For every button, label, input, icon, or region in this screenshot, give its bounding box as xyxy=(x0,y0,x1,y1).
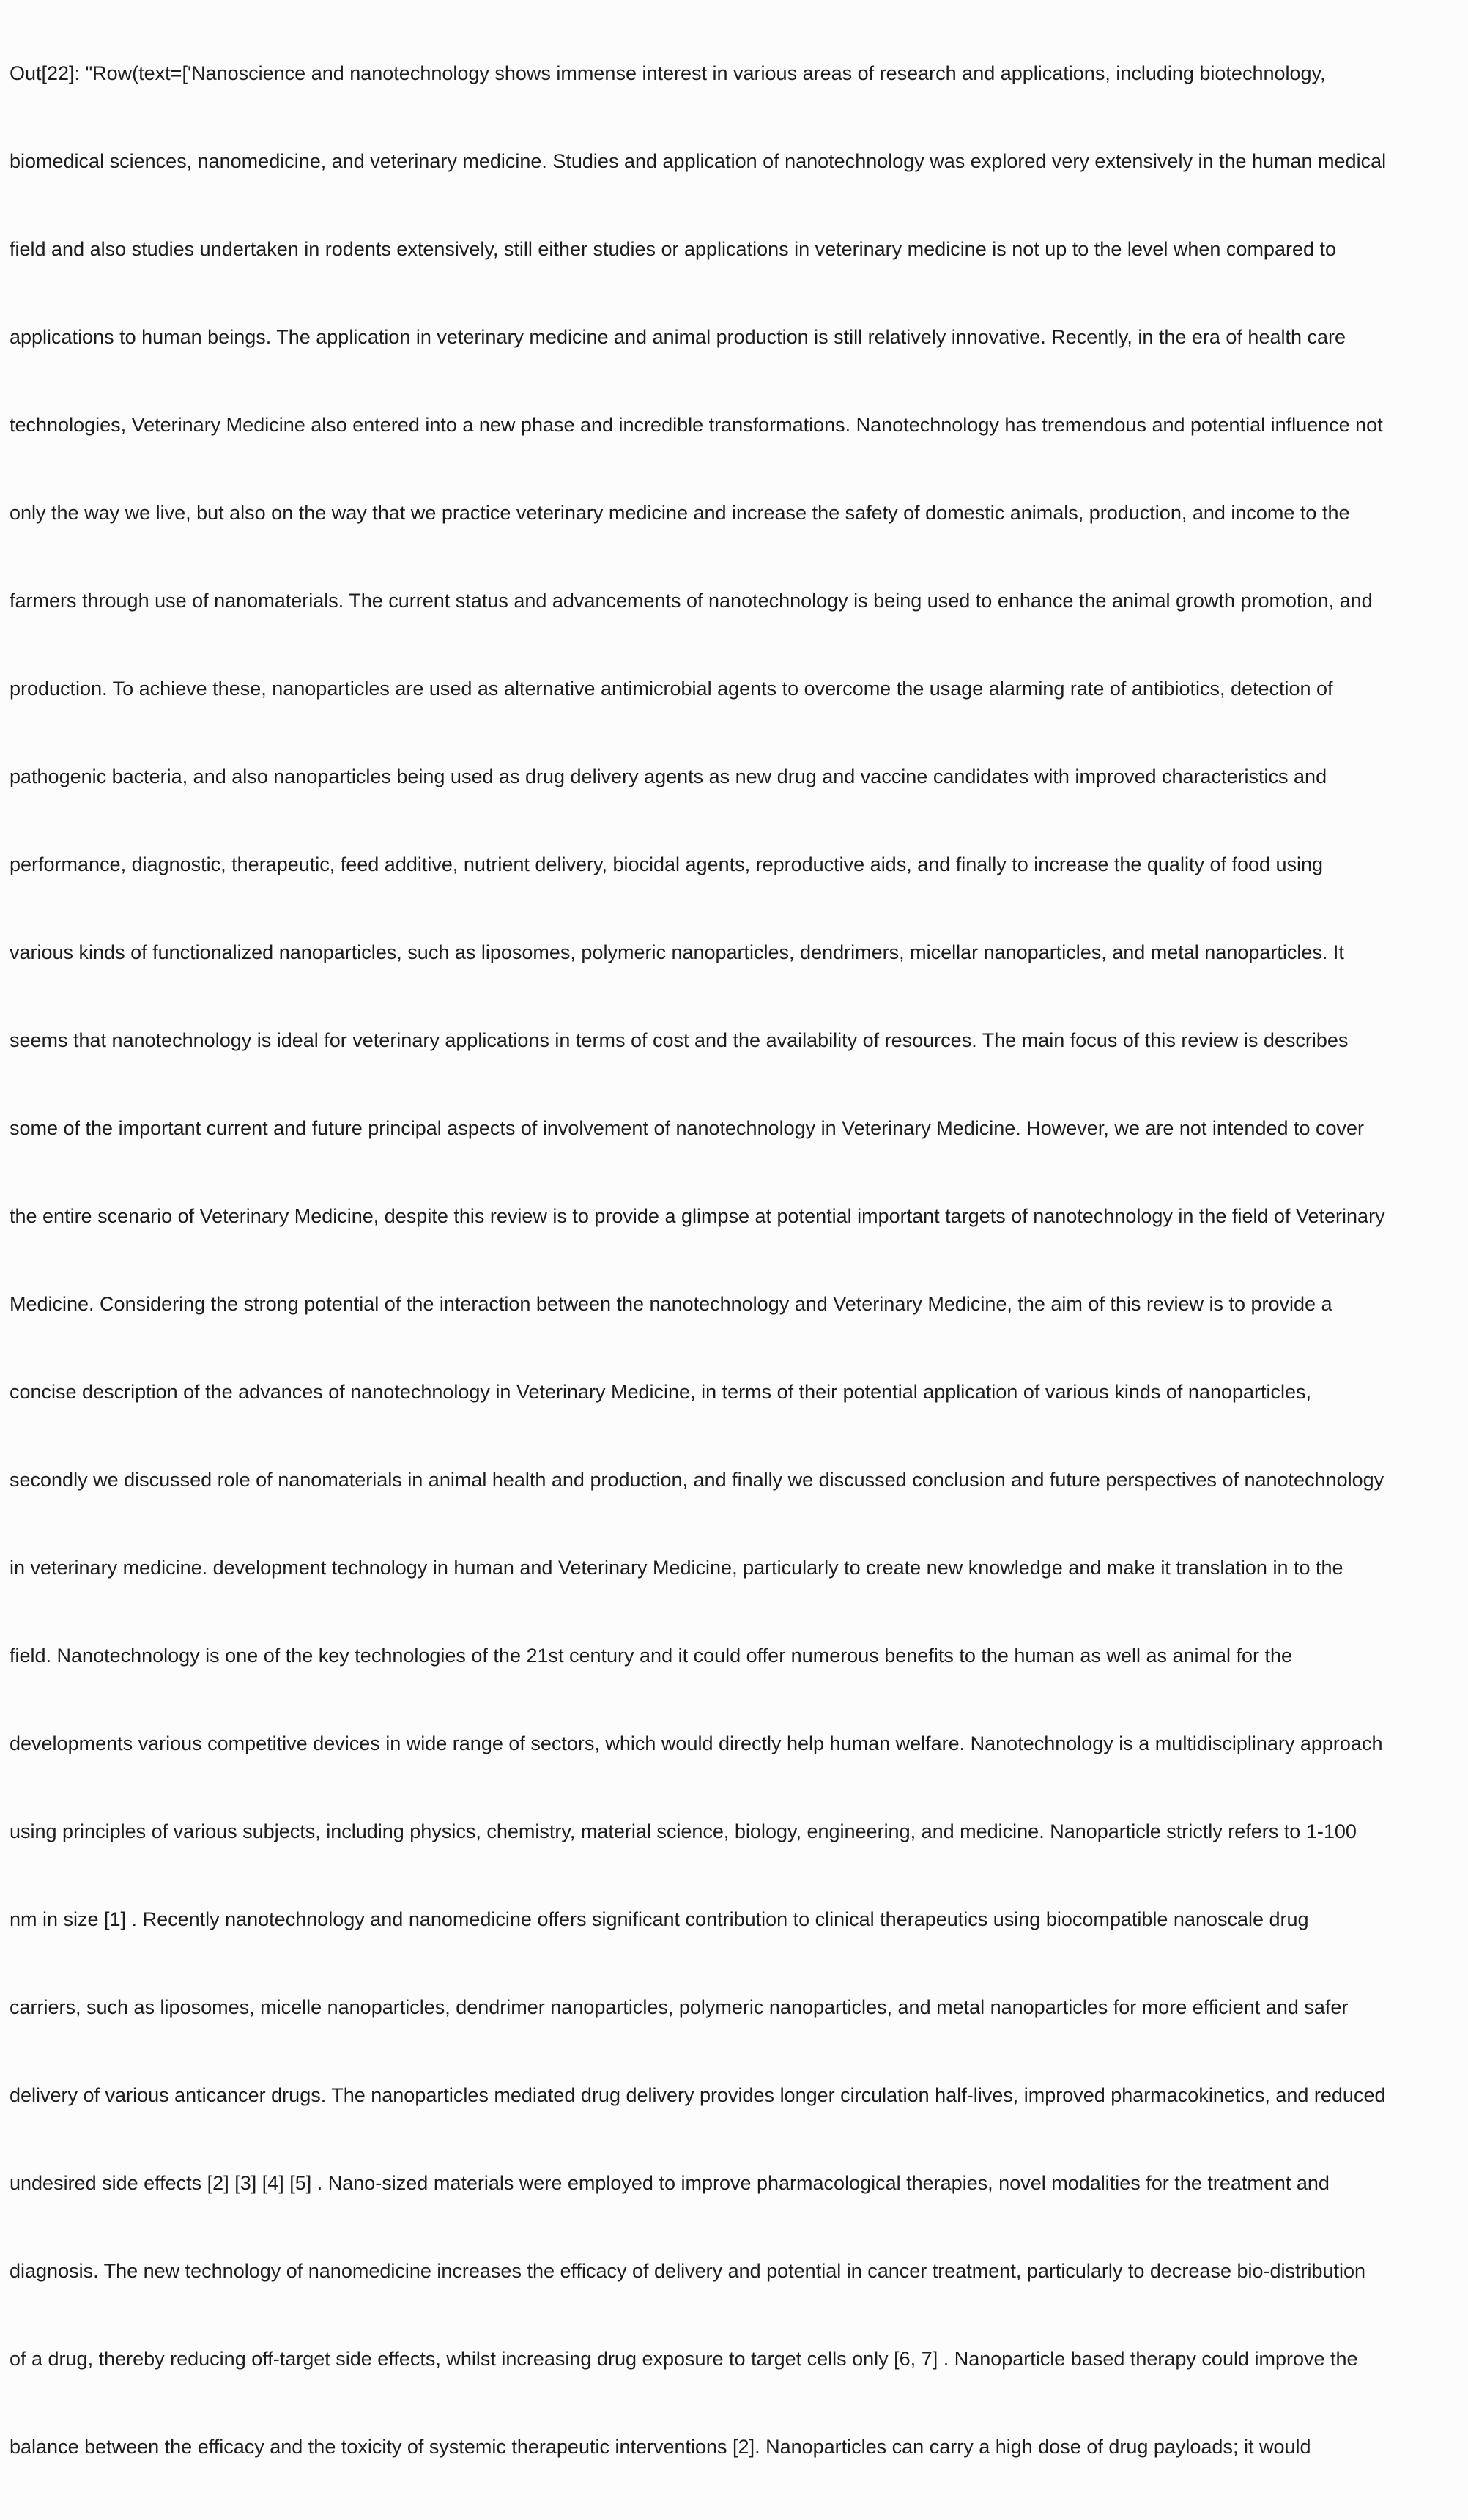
output-line-1 xyxy=(10,59,1464,88)
output-line-17: secondly we discussed role of nanomaterials in animal health and production, and finally we discussed conclusion and future perspectives of nanotechnology xyxy=(10,1469,1384,1491)
output-line-26: diagnosis. The new technology of nanomedicine increases the efficacy of delivery and potential in cancer treatment, particularly to decrease bio-distribution xyxy=(10,2260,1366,2282)
output-line-13: some of the important current and future principal aspects of involvement of nanotechnology in Veterinary Medicine. However, we are not intended to cover xyxy=(10,1117,1365,1139)
output-line-25: undesired side effects [2] [3] [4] [5] . Nano-sized materials were employed to improve pharmacological therapies, novel modalities for the treatment and xyxy=(10,2172,1330,2194)
output-text-area[interactable] xyxy=(10,0,1464,2520)
output-line-22: nm in size [1] . Recently nanotechnology and nanomedicine offers significant contribution to clinical therapeutics using biocompatible nanoscale drug xyxy=(10,1908,1309,1930)
output-line-19: field. Nanotechnology is one of the key technologies of the 21st century and it could offer numerous benefits to the human as well as animal for the xyxy=(10,1645,1293,1667)
output-line-3: field and also studies undertaken in rodents extensively, still either studies or applications in veterinary medicine is not up to the level when compared to xyxy=(10,238,1337,260)
output-line-21: using principles of various subjects, including physics, chemistry, material science, biology, engineering, and medicine. Nanoparticle strictly refers to 1-100 xyxy=(10,1820,1357,1842)
output-line-28: balance between the efficacy and the toxicity of systemic therapeutic interventions [2]. Nanoparticles can carry a high dose of drug payloads; it would xyxy=(10,2436,1311,2458)
output-line-11: various kinds of functionalized nanoparticles, such as liposomes, polymeric nanoparticles, dendrimers, micellar nanoparticles, and metal nanoparticles. It xyxy=(10,941,1344,963)
output-line-4: applications to human beings. The application in veterinary medicine and animal production is still relatively innovative. Recently, in the era of health care xyxy=(10,326,1346,348)
output-line-10: performance, diagnostic, therapeutic, feed additive, nutrient delivery, biocidal agents, reproductive aids, and finally to increase the quality of food using xyxy=(10,853,1324,875)
output-line-18: in veterinary medicine. development technology in human and Veterinary Medicine, particularly to create new knowledge and make it translation in to the xyxy=(10,1557,1343,1579)
output-line-8: production. To achieve these, nanoparticles are used as alternative antimicrobial agents to overcome the usage alarming rate of antibiotics, detection of xyxy=(10,678,1333,700)
output-line-20: developments various competitive devices in wide range of sectors, which would directly help human welfare. Nanotechnology is a multidisciplinary approach xyxy=(10,1732,1383,1754)
output-line-text: "Row(text=['Nanoscience and nanotechnology shows immense interest in various areas of research and applications, including biotechnology, xyxy=(80,62,1326,84)
output-line-7: farmers through use of nanomaterials. The current status and advancements of nanotechnology is being used to enhance the animal growth promotion, and xyxy=(10,590,1373,612)
output-prompt: Out[22]: xyxy=(10,62,81,84)
output-line-15: Medicine. Considering the strong potential of the interaction between the nanotechnology and Veterinary Medicine, the aim of this review is to provide a xyxy=(10,1293,1332,1315)
output-line-6: only the way we live, but also on the way that we practice veterinary medicine and increase the safety of domestic animals, production, and income to the xyxy=(10,502,1350,524)
output-line-27: of a drug, thereby reducing off-target side effects, whilst increasing drug exposure to target cells only [6, 7] . Nanoparticle based therapy could improve the xyxy=(10,2348,1358,2370)
output-line-23: carriers, such as liposomes, micelle nanoparticles, dendrimer nanoparticles, polymeric nanoparticles, and metal nanoparticles for more efficient and safer xyxy=(10,1996,1349,2018)
output-line-24: delivery of various anticancer drugs. The nanoparticles mediated drug delivery provides longer circulation half-lives, improved pharmacokinetics, and reduced xyxy=(10,2084,1386,2106)
output-line-16: concise description of the advances of nanotechnology in Veterinary Medicine, in terms of their potential application of various kinds of nanoparticles, xyxy=(10,1381,1312,1403)
output-line-2: biomedical sciences, nanomedicine, and veterinary medicine. Studies and application of nanotechnology was explored very extensively in the human medical xyxy=(10,150,1387,172)
output-line-9: pathogenic bacteria, and also nanoparticles being used as drug delivery agents as new drug and vaccine candidates with improved characteristics and xyxy=(10,766,1327,788)
output-line-5: technologies, Veterinary Medicine also entered into a new phase and incredible transformations. Nanotechnology has tremendous and potential influence not xyxy=(10,414,1383,436)
output-line-12: seems that nanotechnology is ideal for veterinary applications in terms of cost and the availability of resources. The main focus of this review is describes xyxy=(10,1029,1349,1051)
output-line-14: the entire scenario of Veterinary Medicine, despite this review is to provide a glimpse at potential important targets of nanotechnology in the field of Veterinary xyxy=(10,1205,1385,1227)
